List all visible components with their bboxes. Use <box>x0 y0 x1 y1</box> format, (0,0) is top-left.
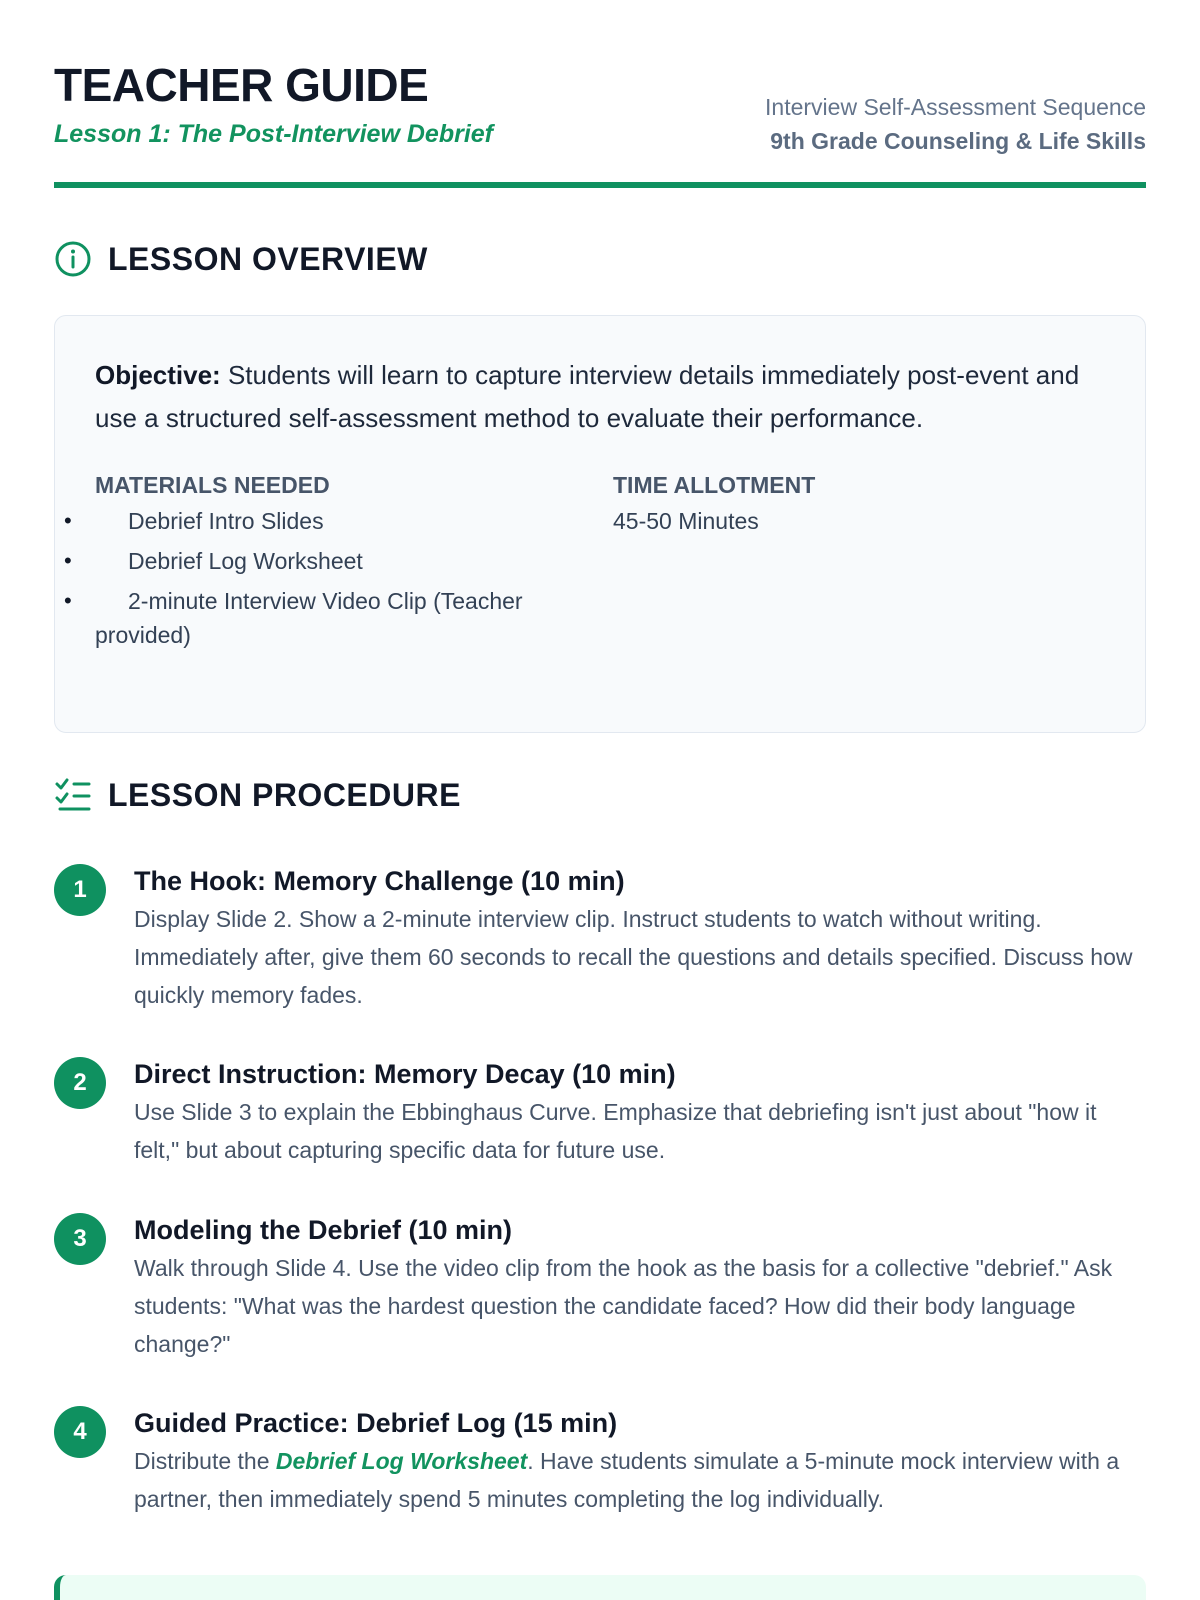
time-column <box>613 470 1093 658</box>
list-item: • Debrief Intro Slides <box>95 504 613 538</box>
step-body <box>134 864 1146 1014</box>
procedure-step <box>54 1057 1146 1169</box>
step-number-badge: 3 <box>54 1213 106 1265</box>
step-text-part: . Have students simulate a 5-minute mock interview with a partner, then immediately spend 5 minutes completing the log individually. <box>134 1448 1120 1512</box>
section-title: LESSON PROCEDURE <box>108 776 461 813</box>
objective-paragraph <box>95 354 1105 440</box>
materials-list <box>95 504 613 652</box>
materials-heading: MATERIALS NEEDED <box>95 472 330 498</box>
step-body <box>134 1057 1146 1169</box>
lesson-subtitle: Lesson 1: The Post-Interview Debrief <box>54 120 493 148</box>
lesson-overview-heading <box>54 240 428 278</box>
step-description: Walk through Slide 4. Use the video clip from the hook as the basis for a collective "debrief." Ask students: "What was the hardest question the candidate faced? How did their body language change?" <box>134 1255 1113 1357</box>
teacher-guide-page <box>54 0 1146 1512</box>
step-title: Modeling the Debrief (10 min) <box>134 1215 513 1245</box>
time-value: 45-50 Minutes <box>613 508 759 534</box>
list-item: • 2-minute Interview Video Clip (Teacher provided) <box>95 584 613 652</box>
step-number-badge: 4 <box>54 1406 106 1458</box>
step-title: The Hook: Memory Challenge (10 min) <box>134 866 625 896</box>
worksheet-reference: Debrief Log Worksheet <box>275 1448 528 1474</box>
step-title: Guided Practice: Debrief Log (15 min) <box>134 1408 618 1438</box>
step-description <box>134 1442 1146 1518</box>
objective-label: Objective: <box>95 360 221 390</box>
list-item: • Debrief Log Worksheet <box>95 544 613 578</box>
materials-column <box>95 470 613 658</box>
time-heading: TIME ALLOTMENT <box>613 472 816 498</box>
course-name: 9th Grade Counseling & Life Skills <box>770 128 1146 154</box>
procedure-step <box>54 1406 1146 1518</box>
overview-details <box>95 470 1105 658</box>
procedure-step <box>54 1213 1146 1363</box>
step-number-badge: 2 <box>54 1057 106 1109</box>
step-body <box>134 1213 1146 1363</box>
callout-box <box>54 1575 1146 1600</box>
step-body <box>134 1406 1146 1518</box>
sequence-name: Interview Self-Assessment Sequence <box>765 94 1146 120</box>
overview-card <box>54 315 1146 733</box>
document-title: TEACHER GUIDE <box>54 59 429 111</box>
section-title: LESSON OVERVIEW <box>108 240 428 277</box>
step-description: Display Slide 2. Show a 2-minute interview clip. Instruct students to watch without writing. Immediately after, give them 60 seconds to recall the questions and details specified. Discuss how quickly memory fades. <box>134 906 1133 1008</box>
step-title: Direct Instruction: Memory Decay (10 min) <box>134 1059 676 1089</box>
step-description: Use Slide 3 to explain the Ebbinghaus Curve. Emphasize that debriefing isn't just about "how it felt," but about capturing specific data for future use. <box>134 1099 1097 1163</box>
document-header <box>54 0 1146 188</box>
header-meta <box>765 90 1146 158</box>
checklist-icon <box>54 776 92 814</box>
objective-text: Students will learn to capture interview details immediately post-event and use a structured self-assessment method to evaluate their performance. <box>95 360 1080 433</box>
procedure-step <box>54 864 1146 1014</box>
step-number-badge: 1 <box>54 864 106 916</box>
lesson-procedure-heading <box>54 776 461 814</box>
info-icon <box>54 240 92 278</box>
step-text-part: Distribute the <box>134 1448 276 1474</box>
